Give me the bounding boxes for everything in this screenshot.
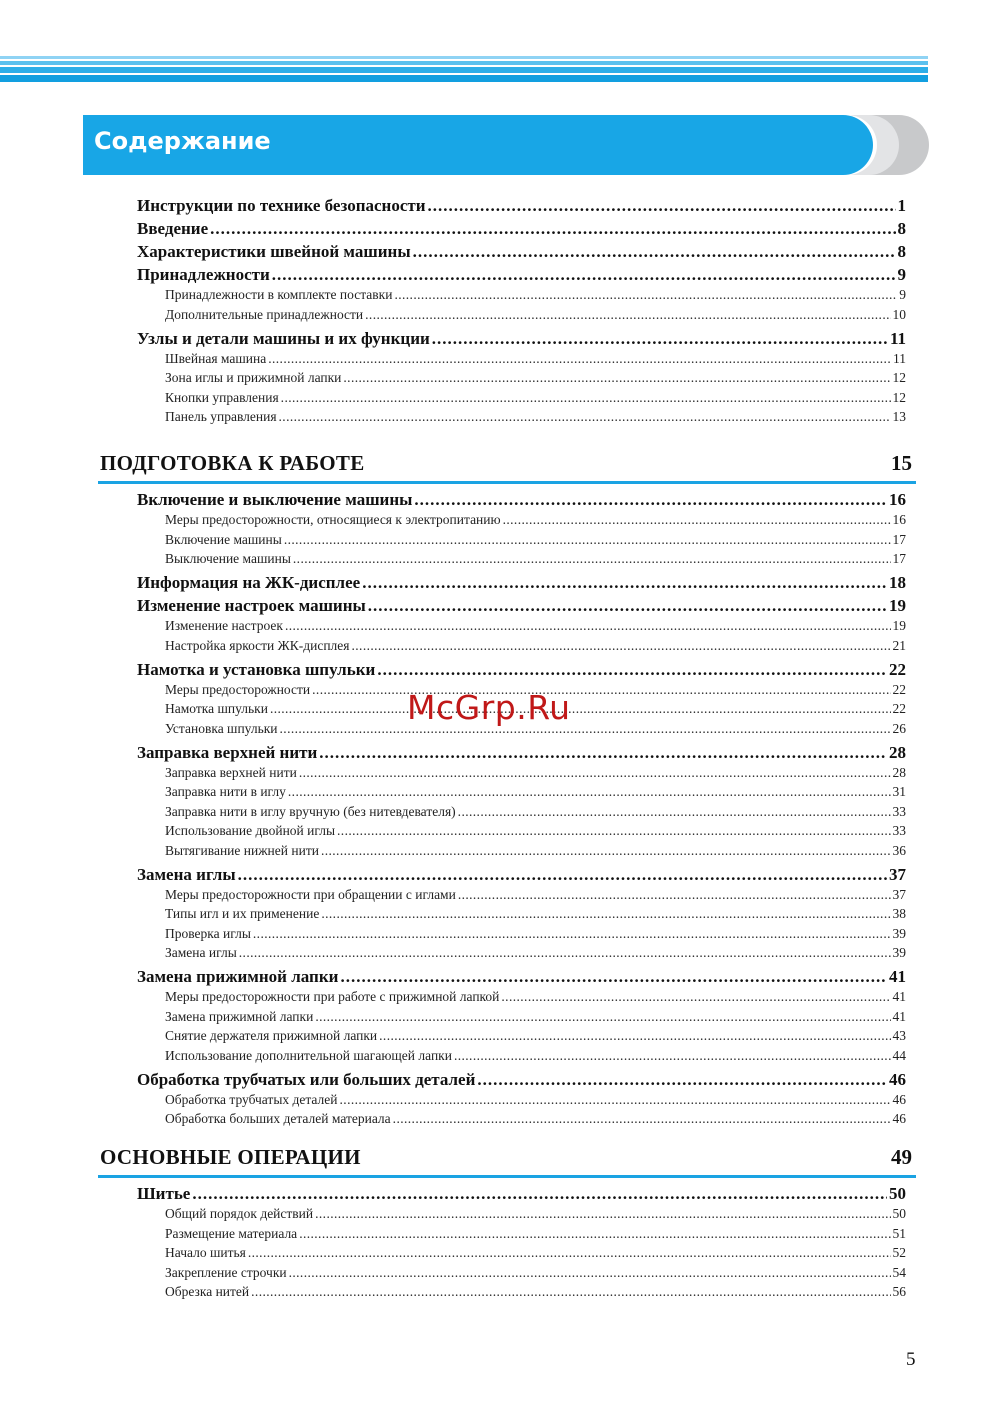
toc-entry-page: 19 [892, 618, 906, 633]
toc-subentry[interactable] [165, 370, 906, 388]
toc-dot-leader [379, 1028, 890, 1044]
toc-dot-leader [428, 196, 896, 216]
toc-subentry[interactable] [165, 307, 906, 325]
toc-entry-title: Вытягивание нижней нити [165, 842, 319, 858]
toc-dot-leader [321, 843, 891, 859]
toc-dot-leader [299, 1226, 890, 1242]
toc-chapter-entry[interactable] [137, 329, 906, 351]
toc-dot-leader [458, 804, 891, 820]
toc-entry-page: 18 [889, 573, 906, 592]
toc-dot-leader [377, 660, 887, 680]
toc-subentry[interactable] [165, 1226, 906, 1244]
toc-chapter-entry[interactable] [137, 1184, 906, 1206]
toc-subentry[interactable] [165, 390, 906, 408]
toc-entry-page: 46 [889, 1069, 906, 1089]
toc-dot-leader [285, 618, 891, 634]
toc-entry-page: 8 [897, 219, 906, 238]
toc-entry-page: 36 [892, 842, 906, 858]
toc-dot-leader [394, 287, 897, 303]
toc-entry-title: Введение [137, 219, 209, 238]
section-title: ПОДГОТОВКА К РАБОТЕ [100, 451, 365, 475]
toc-entry-page: 41 [892, 989, 906, 1004]
toc-entry-title: Инструкции по технике безопасности [137, 196, 426, 215]
toc-dot-leader [414, 490, 887, 510]
toc-subentry[interactable] [165, 1048, 906, 1066]
toc-entry-title: Замена прижимной лапки [165, 1008, 314, 1024]
toc-subentry[interactable] [165, 351, 906, 369]
toc-dot-leader [251, 1284, 890, 1300]
toc-entry-title: Заправка верхней нити [165, 764, 297, 780]
toc-subentry[interactable] [165, 1009, 906, 1027]
toc-entry-page: 44 [892, 1047, 906, 1063]
toc-dot-leader [253, 926, 891, 942]
toc-entry-title: Использование двойной иглы [165, 823, 336, 838]
title-banner [83, 115, 931, 177]
toc-entry-title: Замена прижимной лапки [137, 967, 339, 986]
toc-entry-title: Меры предосторожности, относящиеся к электропитанию [165, 512, 501, 527]
toc-dot-leader [368, 596, 887, 616]
toc-dot-leader [393, 1111, 891, 1127]
toc-entry-title: Кнопки управления [165, 389, 279, 405]
page-title: Содержание [94, 127, 271, 155]
section-page: 15 [891, 451, 912, 475]
toc-entry-page: 37 [889, 864, 906, 884]
toc-subentry[interactable] [165, 784, 906, 802]
title-banner-bar [83, 115, 873, 175]
toc-subentry[interactable] [165, 551, 906, 569]
toc-entry-title: Заправка нити в иглу вручную (без нитевдевателя) [165, 803, 456, 819]
toc-entry-title: Установка шпульки [165, 720, 278, 736]
toc-dot-leader [312, 682, 890, 698]
toc-entry-page: 41 [889, 967, 906, 986]
toc-dot-leader [321, 906, 890, 922]
toc-dot-leader [299, 765, 891, 781]
toc-dot-leader [432, 329, 888, 349]
toc-entry-title: Изменение настроек [165, 618, 283, 633]
toc-entry-page: 33 [892, 803, 906, 819]
toc-subentry[interactable] [165, 843, 906, 861]
toc-entry-page: 9 [899, 287, 906, 302]
toc-dot-leader [281, 390, 891, 406]
toc-dot-leader [239, 945, 891, 961]
toc-dot-leader [210, 219, 895, 239]
toc-entry-page: 51 [892, 1225, 906, 1241]
toc-subentry[interactable] [165, 1265, 906, 1283]
toc-entry-title: Закрепление строчки [165, 1264, 287, 1280]
toc-entry-title: Включение и выключение машины [137, 490, 413, 509]
toc-subentry[interactable] [165, 618, 906, 636]
toc-entry-page: 39 [892, 925, 906, 941]
toc-entry-title: Типы игл и их применение [165, 906, 320, 921]
toc-dot-leader [315, 1009, 890, 1025]
toc-subentry[interactable] [165, 765, 906, 783]
toc-dot-leader [458, 887, 891, 903]
toc-subentry[interactable] [165, 1245, 906, 1263]
toc-dot-leader [279, 409, 891, 425]
toc-entry-title: Панель управления [165, 409, 277, 424]
toc-entry-title: Принадлежности в комплекте поставки [165, 287, 393, 302]
toc-entry-title: Замена иглы [137, 864, 236, 884]
toc-dot-leader [337, 823, 890, 839]
toc-entry-page: 50 [892, 1206, 906, 1221]
toc-entry-title: Заправка нити в иглу [165, 784, 286, 799]
toc-subentry[interactable] [165, 512, 906, 530]
toc-entry-title: Меры предосторожности при обращении с иглами [165, 886, 456, 902]
section-header [98, 1145, 916, 1178]
toc-dot-leader [454, 1048, 891, 1064]
toc-entry-title: Выключение машины [165, 551, 291, 566]
toc-dot-leader [272, 265, 896, 285]
toc-subentry[interactable] [165, 804, 906, 822]
toc-entry-page: 12 [892, 370, 906, 385]
toc-entry-title: Характеристики швейной машины [137, 242, 411, 261]
toc-subentry[interactable] [165, 1028, 906, 1046]
toc-dot-leader [270, 701, 891, 717]
toc-entry-title: Намотка и установка шпульки [137, 659, 376, 679]
toc-dot-leader [413, 242, 896, 262]
toc-chapter-entry[interactable] [137, 660, 906, 682]
toc-entry-page: 12 [892, 389, 906, 405]
toc-subentry[interactable] [165, 989, 906, 1007]
toc-subentry[interactable] [165, 887, 906, 905]
toc-dot-leader [248, 1245, 891, 1261]
toc-entry-page: 10 [892, 306, 906, 322]
toc-entry-page: 11 [893, 350, 906, 366]
toc-entry-page: 41 [892, 1008, 906, 1024]
toc-subentry[interactable] [165, 926, 906, 944]
toc-chapter-entry[interactable] [137, 967, 906, 989]
toc-entry-title: Информация на ЖК-дисплее [137, 573, 361, 592]
toc-dot-leader [501, 989, 890, 1005]
toc-subentry[interactable] [165, 945, 906, 963]
toc-subentry[interactable] [165, 1092, 906, 1110]
toc-entry-page: 17 [892, 551, 906, 566]
toc-entry-title: Включение машины [165, 531, 282, 547]
toc-dot-leader [343, 370, 890, 386]
toc-entry-page: 1 [897, 196, 906, 215]
toc-entry-page: 46 [892, 1111, 906, 1126]
toc-entry-page: 50 [889, 1184, 906, 1203]
toc-entry-page: 52 [892, 1245, 906, 1260]
toc-subentry[interactable] [165, 1111, 906, 1129]
toc-entry-title: Начало шитья [165, 1245, 246, 1260]
toc-dot-leader [284, 532, 891, 548]
toc-entry-page: 26 [892, 720, 906, 736]
toc-entry-title: Настройка яркости ЖК-дисплея [165, 637, 350, 653]
toc-subentry[interactable] [165, 823, 906, 841]
section-header [98, 451, 916, 484]
toc-entry-page: 16 [889, 490, 906, 509]
toc-chapter-entry[interactable] [137, 596, 906, 618]
toc-entry-page: 39 [892, 945, 906, 960]
toc-entry-title: Дополнительные принадлежности [165, 306, 364, 322]
toc-dot-leader [289, 1265, 891, 1281]
top-decorative-band [0, 56, 928, 82]
toc-entry-page: 22 [889, 659, 906, 679]
toc-entry-page: 9 [897, 265, 906, 284]
toc-subentry[interactable] [165, 1284, 906, 1302]
page-number: 5 [906, 1349, 916, 1370]
toc-entry-page: 54 [892, 1264, 906, 1280]
toc-subentry[interactable] [165, 409, 906, 427]
toc-chapter-entry[interactable] [137, 196, 906, 218]
toc-dot-leader [315, 1206, 890, 1222]
toc-dot-leader [319, 743, 887, 763]
section-page: 49 [891, 1145, 912, 1169]
toc-dot-leader [352, 638, 891, 654]
toc-subentry[interactable] [165, 532, 906, 550]
toc-dot-leader [268, 351, 891, 367]
toc-entry-page: 17 [892, 531, 906, 547]
toc-dot-leader [340, 967, 887, 987]
toc-dot-leader [288, 784, 891, 800]
toc-entry-page: 28 [889, 742, 906, 762]
toc-entry-title: Шитье [137, 1184, 191, 1203]
toc-dot-leader [293, 551, 891, 567]
toc-entry-page: 8 [897, 242, 906, 261]
toc-entry-page: 13 [892, 409, 906, 424]
toc-chapter-entry[interactable] [137, 1070, 906, 1092]
toc-subentry[interactable] [165, 638, 906, 656]
toc-entry-page: 46 [892, 1091, 906, 1107]
toc-entry-page: 37 [892, 886, 906, 902]
toc-entry-page: 56 [892, 1284, 906, 1299]
toc-chapter-entry[interactable] [137, 865, 906, 887]
toc-entry-title: Принадлежности [137, 265, 270, 284]
toc-chapter-entry[interactable] [137, 242, 906, 264]
toc-chapter-entry[interactable] [137, 743, 906, 765]
toc-chapter-entry[interactable] [137, 573, 906, 595]
toc-dot-leader [192, 1184, 887, 1204]
toc-entry-page: 19 [889, 596, 906, 615]
toc-chapter-entry[interactable] [137, 490, 906, 512]
toc-entry-title: Замена иглы [165, 945, 237, 960]
toc-entry-page: 22 [892, 701, 906, 716]
toc-entry-title: Обработка трубчатых или больших деталей [137, 1069, 476, 1089]
toc-entry-title: Обработка трубчатых деталей [165, 1091, 338, 1107]
toc-chapter-entry[interactable] [137, 265, 906, 287]
toc-entry-title: Швейная машина [165, 350, 267, 366]
toc-dot-leader [238, 865, 887, 885]
toc-entry-title: Обрезка нитей [165, 1284, 250, 1299]
toc-entry-page: 16 [892, 512, 906, 527]
toc-entry-title: Намотка шпульки [165, 701, 268, 716]
toc-entry-page: 21 [892, 637, 906, 653]
toc-entry-title: Узлы и детали машины и их функции [137, 328, 430, 348]
toc-entry-page: 28 [892, 764, 906, 780]
toc-dot-leader [365, 307, 890, 323]
toc-entry-title: Меры предосторожности при работе с прижимной лапкой [165, 989, 500, 1004]
toc-entry-title: Зона иглы и прижимной лапки [165, 370, 342, 385]
toc-entry-title: Меры предосторожности [165, 681, 311, 697]
toc-entry-page: 31 [892, 784, 906, 799]
toc-entry-page: 33 [892, 823, 906, 838]
section-title: ОСНОВНЫЕ ОПЕРАЦИИ [100, 1145, 361, 1169]
toc-entry-page: 22 [892, 681, 906, 697]
toc-entry-title: Размещение материала [165, 1225, 298, 1241]
toc-dot-leader [362, 573, 887, 593]
toc-subentry[interactable] [165, 906, 906, 924]
toc-subentry[interactable] [165, 287, 906, 305]
toc-entry-title: Обработка больших деталей материала [165, 1111, 391, 1126]
toc-entry-page: 11 [889, 328, 906, 348]
toc-dot-leader [280, 721, 891, 737]
toc-entry-page: 38 [892, 906, 906, 921]
toc-dot-leader [503, 512, 891, 528]
toc-entry-title: Снятие держателя прижимной лапки [165, 1028, 378, 1043]
toc-entry-title: Изменение настроек машины [137, 596, 366, 615]
watermark: McGrp.Ru [407, 688, 571, 727]
toc-dot-leader [340, 1092, 891, 1108]
toc-entry-title: Использование дополнительной шагающей лапки [165, 1047, 452, 1063]
toc-entry-title: Заправка верхней нити [137, 742, 318, 762]
toc-entry-page: 43 [892, 1028, 906, 1043]
toc-entry-title: Общий порядок действий [165, 1206, 314, 1221]
toc-dot-leader [477, 1070, 887, 1090]
toc-subentry[interactable] [165, 1206, 906, 1224]
toc-chapter-entry[interactable] [137, 219, 906, 241]
toc-entry-title: Проверка иглы [165, 925, 251, 941]
